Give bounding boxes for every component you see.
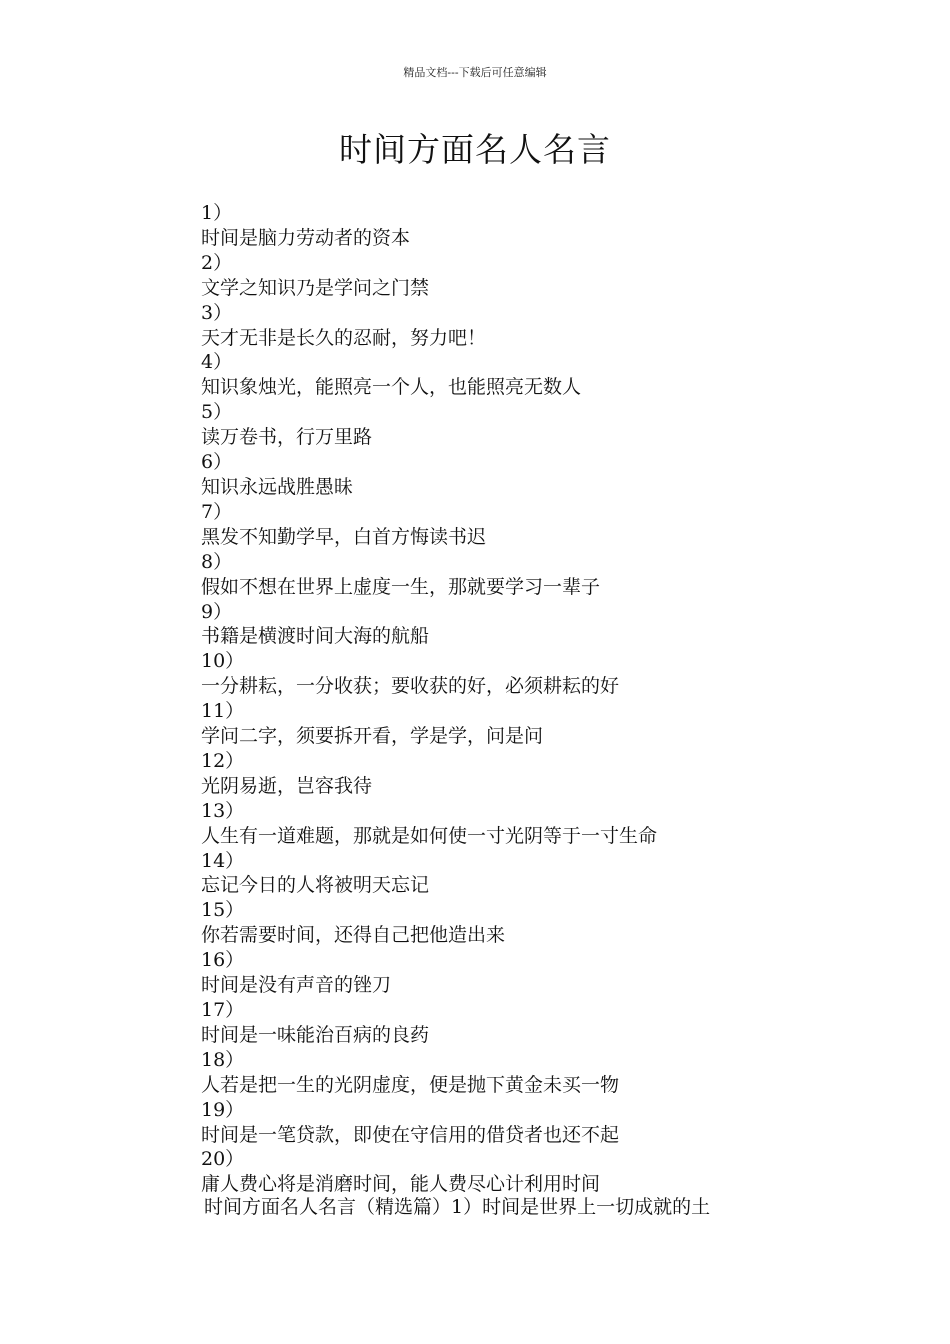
quote-text: 时间是一笔贷款，即使在守信用的借贷者也还不起 <box>201 1123 620 1146</box>
quote-text: 人若是把一生的光阴虚度，便是抛下黄金未买一物 <box>201 1073 620 1096</box>
quote-number: 13） <box>201 799 245 822</box>
page-header: 精品文档---下载后可任意编辑 <box>403 66 547 79</box>
quote-number: 11） <box>201 700 245 723</box>
quote-item <box>201 350 901 400</box>
quote-list <box>201 201 901 1197</box>
quote-text: 天才无非是长久的忍耐，努力吧！ <box>201 326 487 349</box>
quote-item <box>201 251 901 301</box>
quote-item <box>201 400 901 450</box>
quote-text: 人生有一道难题，那就是如何使一寸光阴等于一寸生命 <box>201 824 658 847</box>
quote-number: 19） <box>201 1098 245 1121</box>
quote-item <box>201 699 901 749</box>
quote-number: 8） <box>201 550 233 573</box>
quote-text: 时间是一味能治百病的良药 <box>201 1023 430 1046</box>
quote-text: 假如不想在世界上虚度一生，那就要学习一辈子 <box>201 575 601 598</box>
quote-number: 1） <box>201 202 233 224</box>
quote-item <box>201 749 901 799</box>
quote-item <box>201 500 901 550</box>
quote-number: 17） <box>201 999 245 1021</box>
quote-item <box>201 550 901 600</box>
quote-number: 10） <box>201 650 245 673</box>
quote-text: 庸人费心将是消磨时间，能人费尽心计利用时间 <box>201 1173 601 1196</box>
quote-item <box>201 898 901 948</box>
quote-text: 知识永远战胜愚昧 <box>201 475 354 498</box>
quote-item <box>201 1048 901 1098</box>
quote-number: 20） <box>201 1148 245 1171</box>
quote-text: 读万卷书，行万里路 <box>201 426 373 449</box>
quote-number: 15） <box>201 899 245 922</box>
quote-number: 18） <box>201 1048 245 1071</box>
quote-text: 时间是没有声音的锉刀 <box>201 974 392 997</box>
quote-text: 忘记今日的人将被明天忘记 <box>201 874 430 897</box>
quote-text: 一分耕耘，一分收获；要收获的好，必须耕耘的好 <box>201 675 620 698</box>
closing-line: 时间方面名人名言（精选篇）1）时间是世界上一切成就的土 <box>204 1196 711 1218</box>
quote-number: 6） <box>201 451 233 474</box>
quote-item <box>201 649 901 699</box>
quote-text: 光阴易逝，岂容我待 <box>201 774 373 797</box>
quote-item <box>201 301 901 351</box>
quote-item <box>201 201 901 251</box>
page-title: 时间方面名人名言 <box>339 130 611 169</box>
quote-number: 9） <box>201 600 233 623</box>
quote-number: 2） <box>201 251 233 274</box>
quote-number: 14） <box>201 849 245 872</box>
quote-item <box>201 600 901 650</box>
quote-item <box>201 799 901 849</box>
quote-text: 书籍是横渡时间大海的航船 <box>201 625 430 648</box>
quote-text: 学问二字，须要拆开看，学是学，问是问 <box>201 725 544 748</box>
quote-item <box>201 948 901 998</box>
quote-number: 5） <box>201 401 233 424</box>
quote-item <box>201 849 901 899</box>
quote-number: 7） <box>201 500 233 523</box>
quote-number: 3） <box>201 301 233 324</box>
quote-text: 知识象烛光，能照亮一个人，也能照亮无数人 <box>201 376 582 399</box>
quote-item <box>201 1098 901 1148</box>
quote-text: 文学之知识乃是学问之门禁 <box>201 276 430 299</box>
quote-number: 12） <box>201 749 245 772</box>
quote-text: 你若需要时间，还得自己把他造出来 <box>201 924 506 947</box>
quote-text: 时间是脑力劳动者的资本 <box>201 226 411 249</box>
quote-item <box>201 450 901 500</box>
quote-item <box>201 1147 901 1197</box>
quote-number: 4） <box>201 351 233 374</box>
quote-number: 16） <box>201 949 245 972</box>
quote-item <box>201 998 901 1048</box>
quote-text: 黑发不知勤学早，白首方悔读书迟 <box>201 525 487 548</box>
